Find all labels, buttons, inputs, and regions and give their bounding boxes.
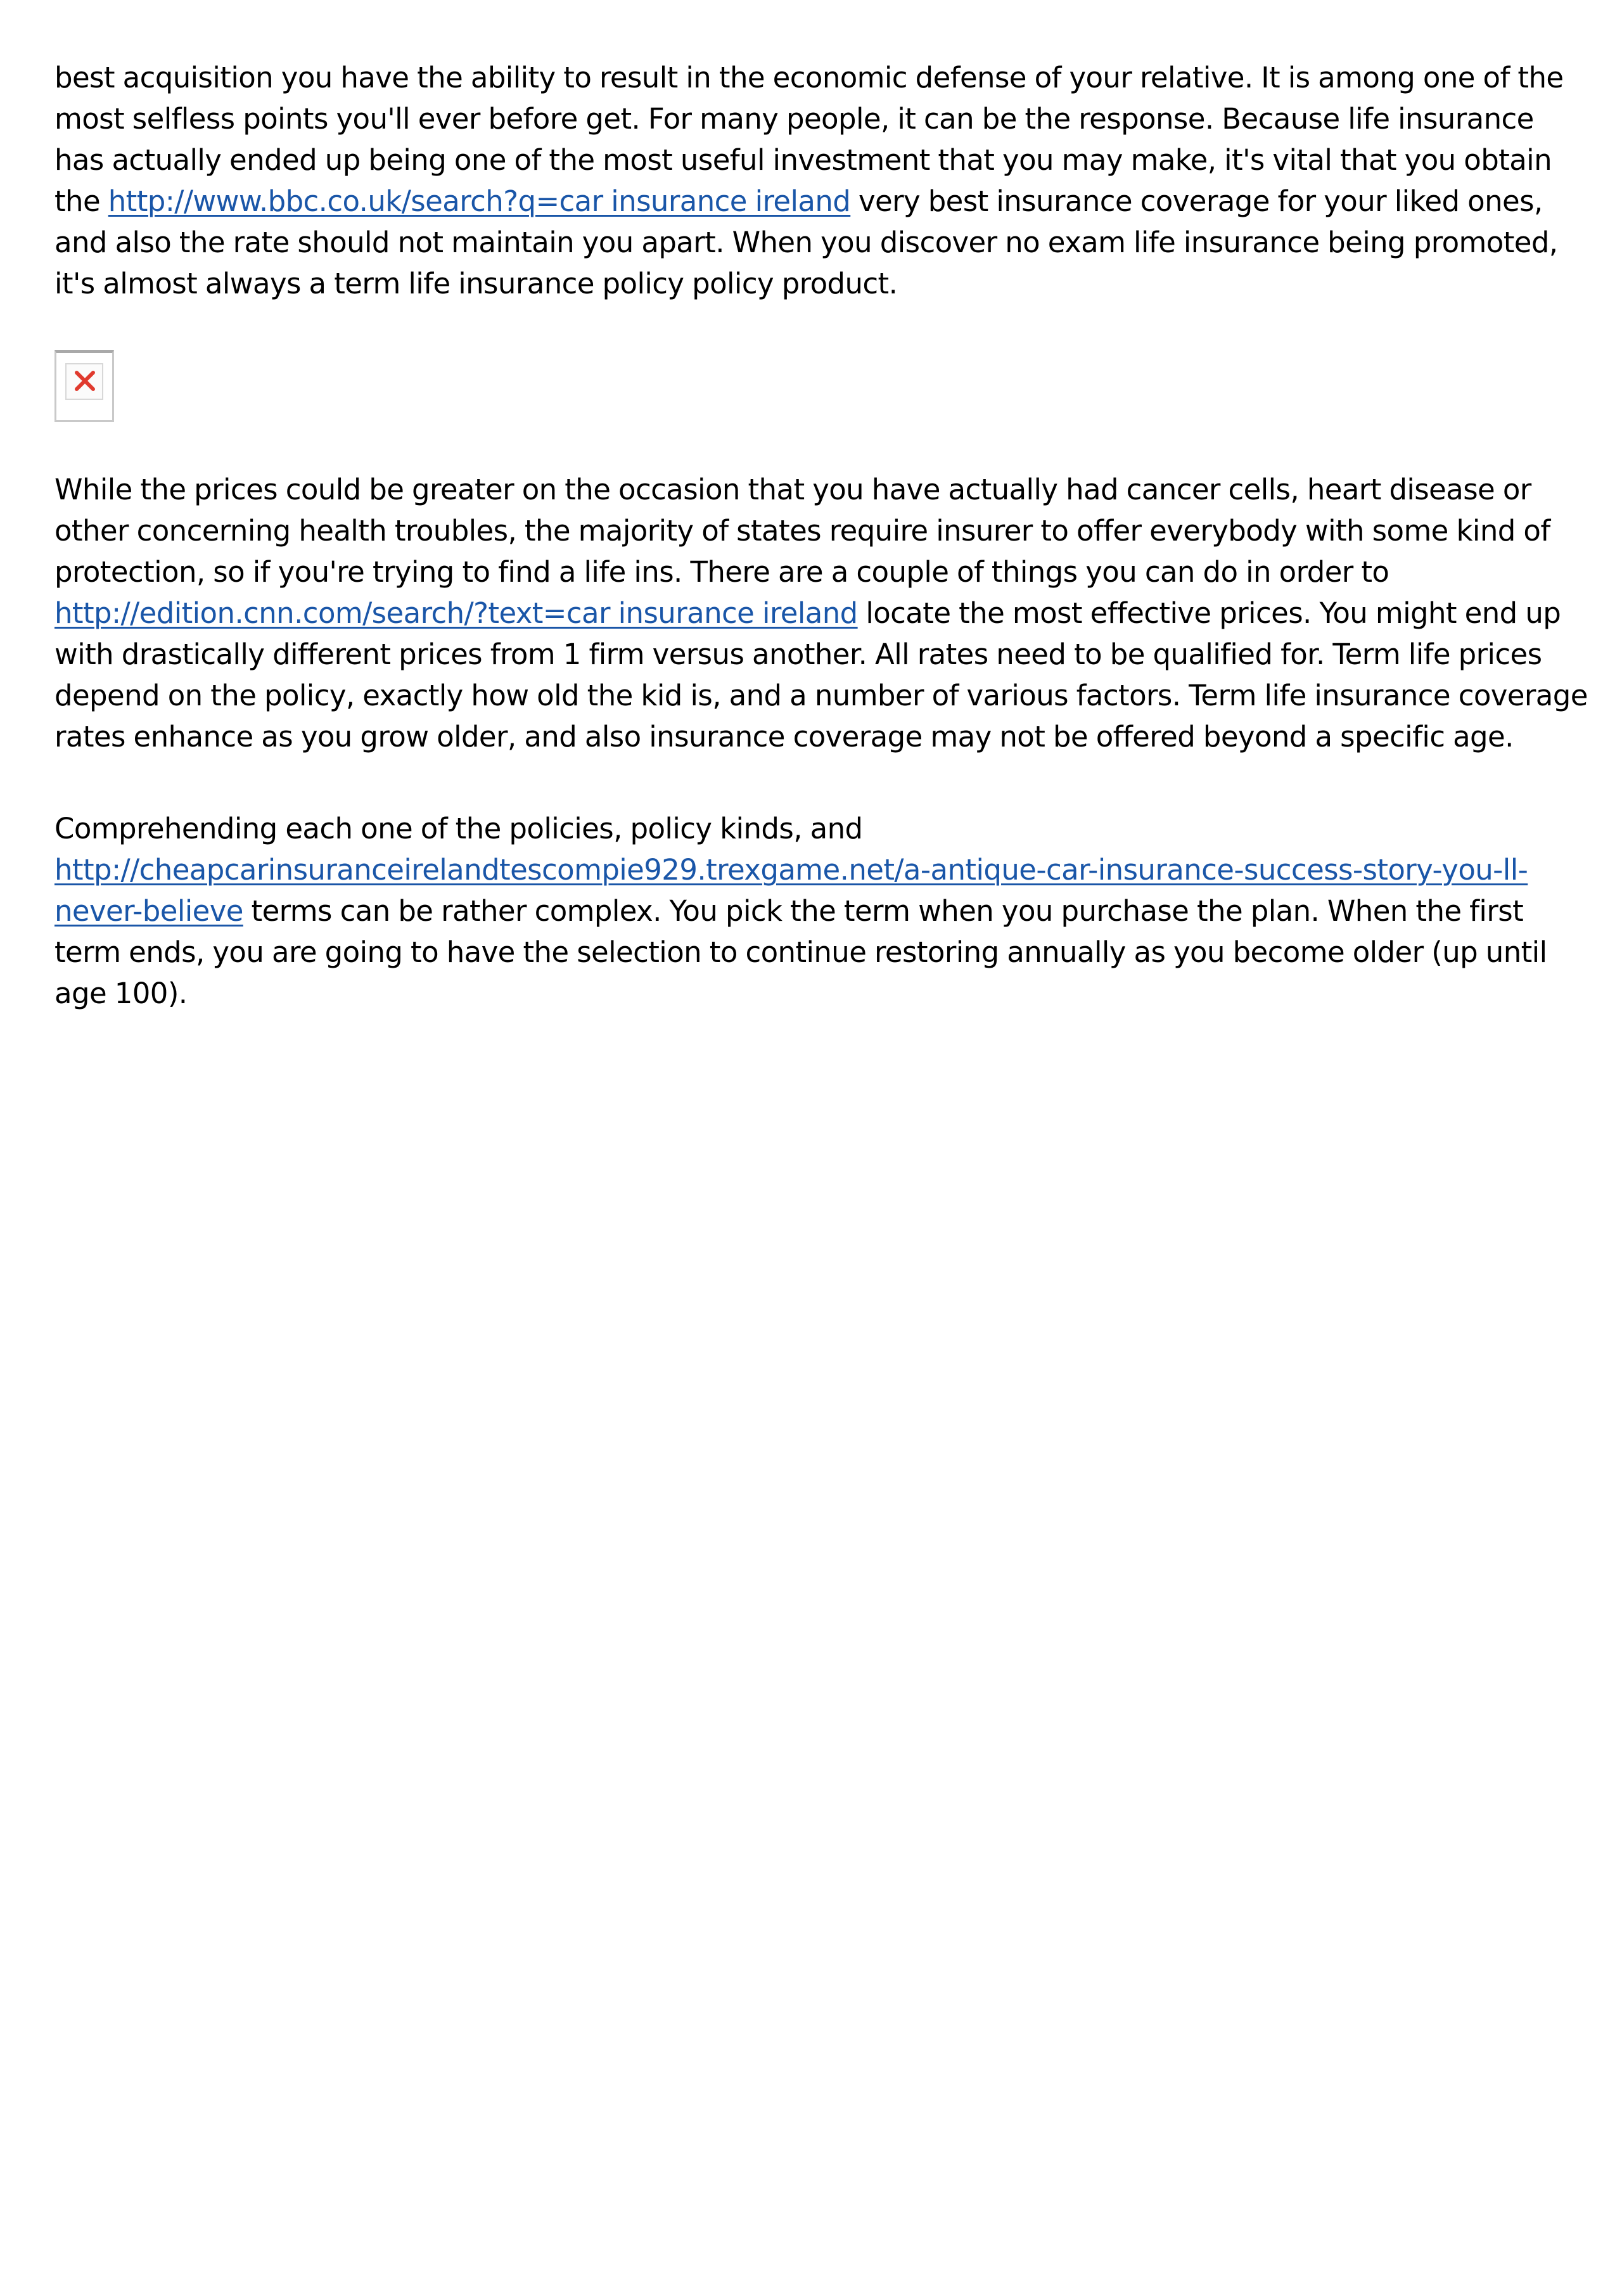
paragraph-3 — [54, 808, 1588, 1014]
document-body — [54, 57, 1588, 1010]
paragraph-1-text-before: best acquisition you have the ability to result in the economic defense of your relative. It is among one of the most selfless points you'll ever before get. For many people, it can be the response. Because life insurance has actually ended up being one of the most useful investment that you may make, it's vital that you obtain the — [54, 61, 1564, 218]
cnn-search-link[interactable]: http://edition.cnn.com/search/?text=car insurance ireland — [54, 596, 858, 630]
paragraph-2-text-after: locate the most effective prices. You might end up with drastically different prices from 1 firm versus another. All rates need to be qualified for. Term life prices depend on the policy, exactly how old the kid is, and a number of various factors. Term life insurance coverage rates enhance as you grow older, and also insurance coverage may not be offered beyond a specific age. — [54, 596, 1588, 754]
bbc-search-link[interactable]: http://www.bbc.co.uk/search?q=car insurance ireland — [108, 184, 851, 218]
paragraph-3-text-before: Comprehending each one of the policies, policy kinds, and — [54, 812, 863, 845]
trexgame-article-link[interactable]: http://cheapcarinsuranceirelandtescompie929.trexgame.net/a-antique-car-insurance-success-story-you-ll-never-believe — [54, 853, 1528, 928]
paragraph-1 — [54, 57, 1588, 304]
paragraph-2-text-before: While the prices could be greater on the occasion that you have actually had cancer cells, heart disease or other concerning health troubles, the majority of states require insurer to offer everybody with some kind of protection, so if you're trying to find a life ins. There are a couple of things you can do in order to — [54, 473, 1550, 589]
paragraph-1-text-after: very best insurance coverage for your liked ones, and also the rate should not maintain you apart. When you discover no exam life insurance being promoted, it's almost always a term life insurance policy policy product. — [54, 184, 1558, 300]
paragraph-2 — [54, 469, 1588, 757]
broken-image — [54, 350, 114, 422]
broken-image-icon — [65, 361, 103, 399]
paragraph-3-text-after: terms can be rather complex. You pick the term when you purchase the plan. When the first term ends, you are going to have the selection to continue restoring annually as you become older (up until age 100). — [54, 894, 1547, 1010]
